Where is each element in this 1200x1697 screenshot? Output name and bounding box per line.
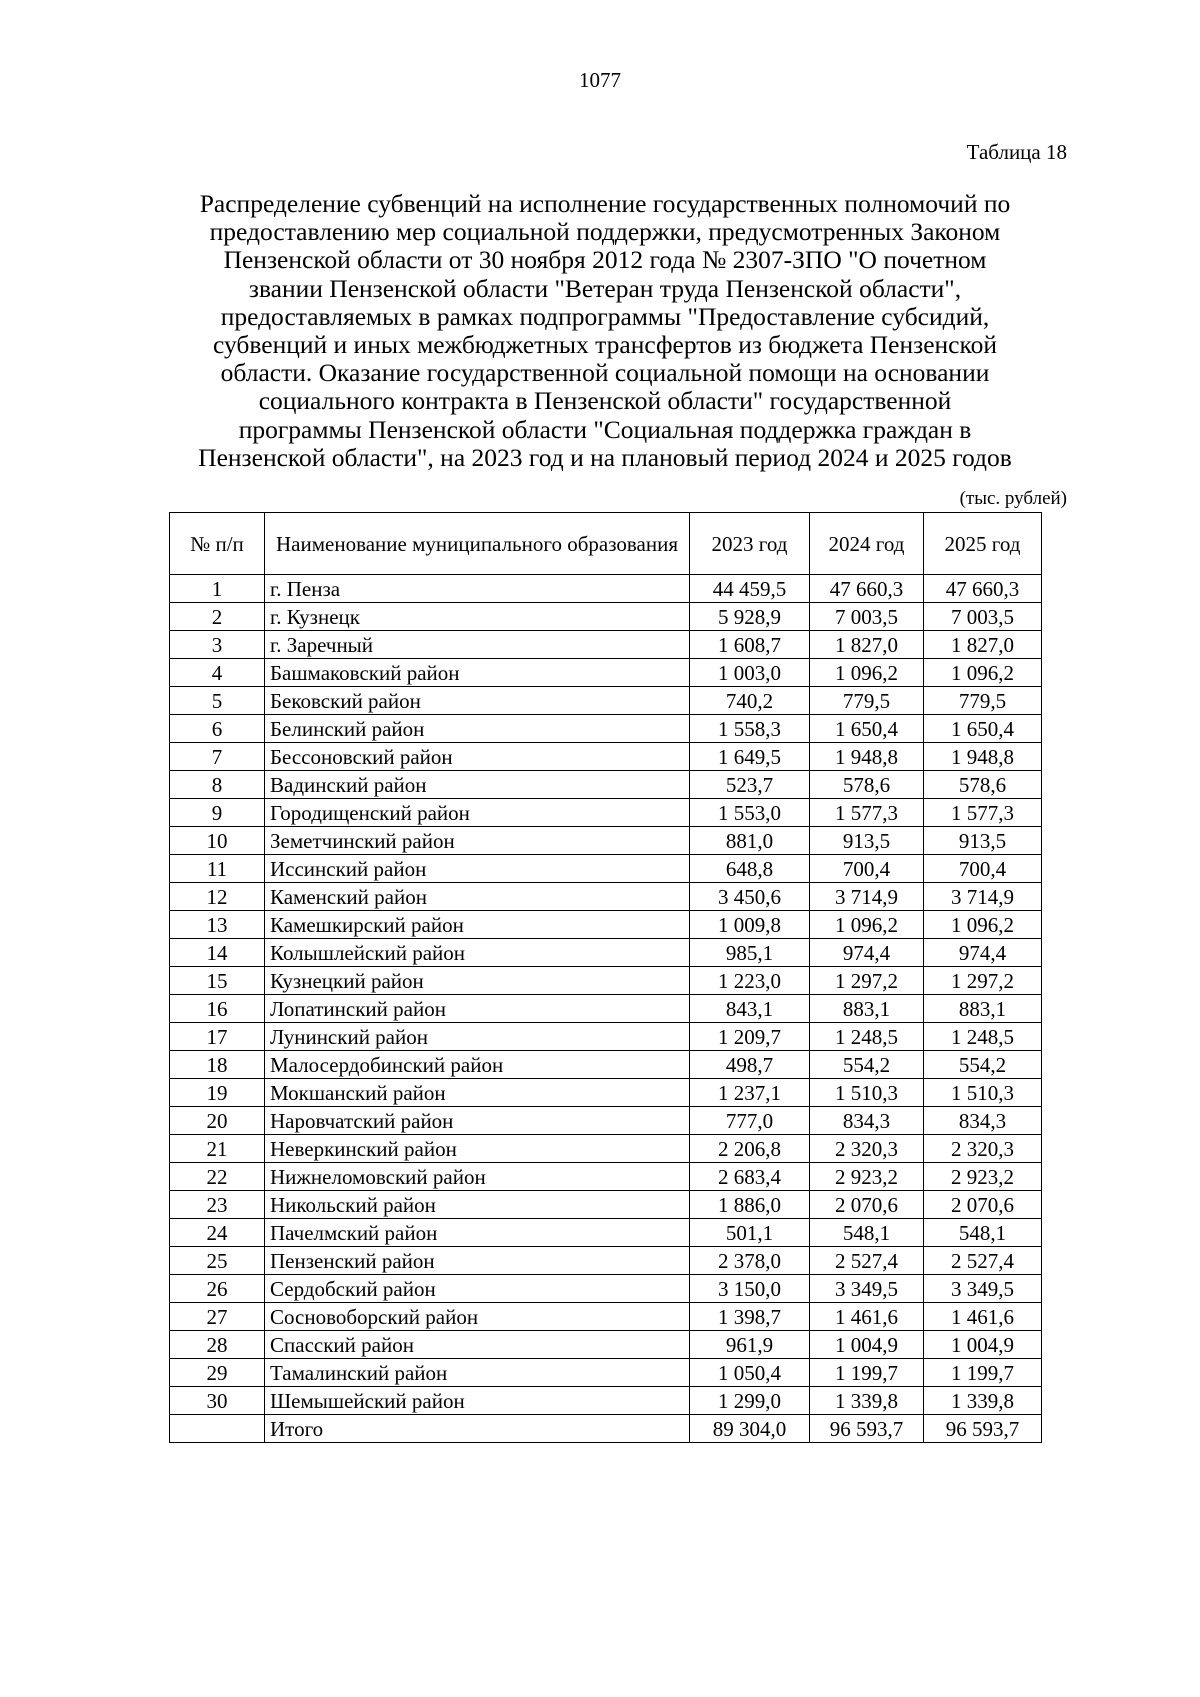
value-2023-cell: 89 304,0 [690, 1415, 810, 1443]
title-line: субвенций и иных межбюджетных трансфертов из бюджета Пензенской [212, 330, 997, 360]
municipality-name-cell: Тамалинский район [265, 1359, 690, 1387]
title-line: предоставлению мер социальной поддержки, предусмотренных Законом [209, 217, 1001, 247]
value-2024-cell: 779,5 [810, 687, 924, 715]
table-row [170, 1331, 1042, 1359]
value-2023-cell: 740,2 [690, 687, 810, 715]
value-2023-cell: 961,9 [690, 1331, 810, 1359]
title-line: Распределение субвенций на исполнение государственных полномочий по [199, 189, 1011, 218]
row-number-cell: 7 [170, 743, 265, 771]
value-2024-cell: 578,6 [810, 771, 924, 799]
table-row [170, 1163, 1042, 1191]
value-2024-cell: 1 339,8 [810, 1387, 924, 1415]
value-2025-cell: 1 004,9 [924, 1331, 1042, 1359]
value-2024-cell: 1 948,8 [810, 743, 924, 771]
municipality-name-cell: Шемышейский район [265, 1387, 690, 1415]
municipality-name-cell: Камешкирский район [265, 911, 690, 939]
municipality-name-cell: Пензенский район [265, 1247, 690, 1275]
row-number-cell: 5 [170, 687, 265, 715]
value-2024-cell: 1 461,6 [810, 1303, 924, 1331]
table-row [170, 603, 1042, 631]
table-row [170, 1275, 1042, 1303]
row-number-cell: 11 [170, 855, 265, 883]
value-2023-cell: 1 558,3 [690, 715, 810, 743]
value-2025-cell: 1 096,2 [924, 911, 1042, 939]
table-row [170, 659, 1042, 687]
value-2024-cell: 1 096,2 [810, 911, 924, 939]
value-2025-cell: 700,4 [924, 855, 1042, 883]
table-row [170, 743, 1042, 771]
municipality-name-cell: г. Заречный [265, 631, 690, 659]
value-2023-cell: 44 459,5 [690, 575, 810, 603]
value-2023-cell: 3 150,0 [690, 1275, 810, 1303]
value-2024-cell: 2 527,4 [810, 1247, 924, 1275]
value-2025-cell: 883,1 [924, 995, 1042, 1023]
table-row [170, 995, 1042, 1023]
value-2023-cell: 1 299,0 [690, 1387, 810, 1415]
municipality-name-cell: Бековский район [265, 687, 690, 715]
units-label: (тыс. рублей) [959, 488, 1067, 509]
value-2024-cell: 1 297,2 [810, 967, 924, 995]
value-2024-cell: 2 320,3 [810, 1135, 924, 1163]
value-2024-cell: 834,3 [810, 1107, 924, 1135]
table-row [170, 771, 1042, 799]
row-number-cell: 18 [170, 1051, 265, 1079]
value-2023-cell: 498,7 [690, 1051, 810, 1079]
municipality-name-cell: Итого [265, 1415, 690, 1443]
value-2025-cell: 7 003,5 [924, 603, 1042, 631]
municipality-name-cell: Лунинский район [265, 1023, 690, 1051]
municipality-name-cell: Кузнецкий район [265, 967, 690, 995]
value-2024-cell: 1 577,3 [810, 799, 924, 827]
value-2024-cell: 96 593,7 [810, 1415, 924, 1443]
table-row [170, 939, 1042, 967]
column-header-2024: 2024 год [810, 513, 924, 575]
value-2024-cell: 2 070,6 [810, 1191, 924, 1219]
value-2025-cell: 1 461,6 [924, 1303, 1042, 1331]
table-row [170, 967, 1042, 995]
table-header-row [170, 513, 1042, 575]
row-number-cell: 20 [170, 1107, 265, 1135]
value-2023-cell: 1 553,0 [690, 799, 810, 827]
value-2024-cell: 7 003,5 [810, 603, 924, 631]
value-2024-cell: 1 096,2 [810, 659, 924, 687]
table-row [170, 1303, 1042, 1331]
value-2025-cell: 1 577,3 [924, 799, 1042, 827]
value-2025-cell: 47 660,3 [924, 575, 1042, 603]
municipality-name-cell: Сосновоборский район [265, 1303, 690, 1331]
municipality-name-cell: г. Кузнецк [265, 603, 690, 631]
municipality-name-cell: Каменский район [265, 883, 690, 911]
column-header-name: Наименование муниципального образования [265, 513, 690, 575]
row-number-cell: 25 [170, 1247, 265, 1275]
row-number-cell: 14 [170, 939, 265, 967]
value-2025-cell: 1 297,2 [924, 967, 1042, 995]
table-row [170, 1023, 1042, 1051]
column-header-2025: 2025 год [924, 513, 1042, 575]
value-2025-cell: 1 248,5 [924, 1023, 1042, 1051]
row-number-cell: 30 [170, 1387, 265, 1415]
value-2024-cell: 3 714,9 [810, 883, 924, 911]
table-row [170, 1107, 1042, 1135]
row-number-cell: 3 [170, 631, 265, 659]
row-number-cell: 6 [170, 715, 265, 743]
value-2025-cell: 779,5 [924, 687, 1042, 715]
value-2024-cell: 1 510,3 [810, 1079, 924, 1107]
title-line: Пензенской области от 30 ноября 2012 года № 2307-ЗПО "О почетном [223, 245, 987, 275]
value-2023-cell: 881,0 [690, 827, 810, 855]
row-number-cell: 2 [170, 603, 265, 631]
value-2023-cell: 2 378,0 [690, 1247, 810, 1275]
municipality-name-cell: Спасский район [265, 1331, 690, 1359]
row-number-cell: 21 [170, 1135, 265, 1163]
value-2023-cell: 2 206,8 [690, 1135, 810, 1163]
row-number-cell: 17 [170, 1023, 265, 1051]
table-body [170, 575, 1042, 1443]
municipality-name-cell: Лопатинский район [265, 995, 690, 1023]
value-2023-cell: 2 683,4 [690, 1163, 810, 1191]
value-2023-cell: 777,0 [690, 1107, 810, 1135]
table-row [170, 911, 1042, 939]
value-2023-cell: 1 649,5 [690, 743, 810, 771]
document-title [125, 190, 1085, 472]
value-2025-cell: 1 650,4 [924, 715, 1042, 743]
table-row [170, 1359, 1042, 1387]
value-2023-cell: 1 003,0 [690, 659, 810, 687]
municipality-name-cell: Наровчатский район [265, 1107, 690, 1135]
page-number: 1077 [579, 68, 621, 92]
municipality-name-cell: Никольский район [265, 1191, 690, 1219]
value-2025-cell: 1 827,0 [924, 631, 1042, 659]
municipality-name-cell: Вадинский район [265, 771, 690, 799]
row-number-cell: 22 [170, 1163, 265, 1191]
value-2024-cell: 1 199,7 [810, 1359, 924, 1387]
value-2023-cell: 985,1 [690, 939, 810, 967]
municipality-name-cell: Сердобский район [265, 1275, 690, 1303]
value-2023-cell: 523,7 [690, 771, 810, 799]
value-2024-cell: 548,1 [810, 1219, 924, 1247]
table-row [170, 1051, 1042, 1079]
value-2024-cell: 700,4 [810, 855, 924, 883]
table-row [170, 715, 1042, 743]
row-number-cell: 29 [170, 1359, 265, 1387]
row-number-cell: 13 [170, 911, 265, 939]
municipality-name-cell: Бессоновский район [265, 743, 690, 771]
value-2024-cell: 974,4 [810, 939, 924, 967]
row-number-cell: 24 [170, 1219, 265, 1247]
table-row [170, 575, 1042, 603]
value-2025-cell: 554,2 [924, 1051, 1042, 1079]
municipality-name-cell: Колышлейский район [265, 939, 690, 967]
row-number-cell: 8 [170, 771, 265, 799]
table-row [170, 1387, 1042, 1415]
table-row [170, 799, 1042, 827]
value-2023-cell: 1 009,8 [690, 911, 810, 939]
value-2025-cell: 96 593,7 [924, 1415, 1042, 1443]
table-row [170, 883, 1042, 911]
value-2023-cell: 1 209,7 [690, 1023, 810, 1051]
table-row [170, 631, 1042, 659]
value-2025-cell: 1 948,8 [924, 743, 1042, 771]
value-2025-cell: 578,6 [924, 771, 1042, 799]
value-2024-cell: 883,1 [810, 995, 924, 1023]
table-row [170, 687, 1042, 715]
value-2025-cell: 974,4 [924, 939, 1042, 967]
total-row [170, 1415, 1042, 1443]
value-2024-cell: 1 004,9 [810, 1331, 924, 1359]
value-2024-cell: 1 650,4 [810, 715, 924, 743]
value-2025-cell: 1 096,2 [924, 659, 1042, 687]
municipality-name-cell: Белинский район [265, 715, 690, 743]
table-row [170, 855, 1042, 883]
table-row [170, 1079, 1042, 1107]
value-2024-cell: 913,5 [810, 827, 924, 855]
row-number-cell: 1 [170, 575, 265, 603]
table-row [170, 1191, 1042, 1219]
value-2024-cell: 47 660,3 [810, 575, 924, 603]
value-2024-cell: 3 349,5 [810, 1275, 924, 1303]
row-number-cell: 28 [170, 1331, 265, 1359]
row-number-cell: 12 [170, 883, 265, 911]
value-2025-cell: 3 714,9 [924, 883, 1042, 911]
value-2025-cell: 2 923,2 [924, 1163, 1042, 1191]
value-2025-cell: 1 199,7 [924, 1359, 1042, 1387]
table-row [170, 1247, 1042, 1275]
municipality-name-cell: Городищенский район [265, 799, 690, 827]
row-number-cell: 4 [170, 659, 265, 687]
table-row [170, 827, 1042, 855]
title-line: социального контракта в Пензенской области" государственной [258, 386, 952, 416]
value-2023-cell: 501,1 [690, 1219, 810, 1247]
title-line: предоставляемых в рамках подпрограммы "Предоставление субсидий, [220, 301, 990, 331]
row-number-cell: 16 [170, 995, 265, 1023]
row-number-cell: 10 [170, 827, 265, 855]
row-number-cell: 23 [170, 1191, 265, 1219]
title-line: программы Пензенской области "Социальная поддержка граждан в [238, 414, 972, 444]
municipality-name-cell: Пачелмский район [265, 1219, 690, 1247]
value-2023-cell: 1 608,7 [690, 631, 810, 659]
value-2025-cell: 834,3 [924, 1107, 1042, 1135]
value-2025-cell: 1 510,3 [924, 1079, 1042, 1107]
value-2025-cell: 2 320,3 [924, 1135, 1042, 1163]
municipality-name-cell: Малосердобинский район [265, 1051, 690, 1079]
municipality-name-cell: Башмаковский район [265, 659, 690, 687]
value-2025-cell: 1 339,8 [924, 1387, 1042, 1415]
value-2023-cell: 648,8 [690, 855, 810, 883]
municipality-name-cell: Земетчинский район [265, 827, 690, 855]
row-number-cell: 26 [170, 1275, 265, 1303]
municipality-name-cell: Иссинский район [265, 855, 690, 883]
value-2025-cell: 3 349,5 [924, 1275, 1042, 1303]
value-2025-cell: 548,1 [924, 1219, 1042, 1247]
municipality-name-cell: Мокшанский район [265, 1079, 690, 1107]
row-number-cell: 15 [170, 967, 265, 995]
table-row [170, 1219, 1042, 1247]
title-line: звании Пензенской области "Ветеран труда Пензенской области", [248, 273, 962, 303]
value-2023-cell: 1 050,4 [690, 1359, 810, 1387]
municipality-name-cell: Нижнеломовский район [265, 1163, 690, 1191]
value-2024-cell: 2 923,2 [810, 1163, 924, 1191]
value-2024-cell: 554,2 [810, 1051, 924, 1079]
column-header-2023: 2023 год [690, 513, 810, 575]
subvention-table [169, 512, 1042, 1443]
table-row [170, 1135, 1042, 1163]
value-2024-cell: 1 248,5 [810, 1023, 924, 1051]
municipality-name-cell: Неверкинский район [265, 1135, 690, 1163]
value-2025-cell: 2 070,6 [924, 1191, 1042, 1219]
value-2024-cell: 1 827,0 [810, 631, 924, 659]
row-number-cell: 9 [170, 799, 265, 827]
value-2025-cell: 2 527,4 [924, 1247, 1042, 1275]
row-number-cell [170, 1415, 265, 1443]
municipality-name-cell: г. Пенза [265, 575, 690, 603]
value-2023-cell: 843,1 [690, 995, 810, 1023]
value-2023-cell: 1 398,7 [690, 1303, 810, 1331]
table-label: Таблица 18 [966, 140, 1067, 164]
column-header-number: № п/п [170, 513, 265, 575]
title-line: области. Оказание государственной социальной помощи на основании [220, 358, 990, 388]
title-line: Пензенской области", на 2023 год и на плановый период 2024 и 2025 годов [198, 442, 1012, 472]
row-number-cell: 19 [170, 1079, 265, 1107]
value-2023-cell: 1 237,1 [690, 1079, 810, 1107]
value-2025-cell: 913,5 [924, 827, 1042, 855]
value-2023-cell: 5 928,9 [690, 603, 810, 631]
value-2023-cell: 1 886,0 [690, 1191, 810, 1219]
row-number-cell: 27 [170, 1303, 265, 1331]
value-2023-cell: 3 450,6 [690, 883, 810, 911]
value-2023-cell: 1 223,0 [690, 967, 810, 995]
